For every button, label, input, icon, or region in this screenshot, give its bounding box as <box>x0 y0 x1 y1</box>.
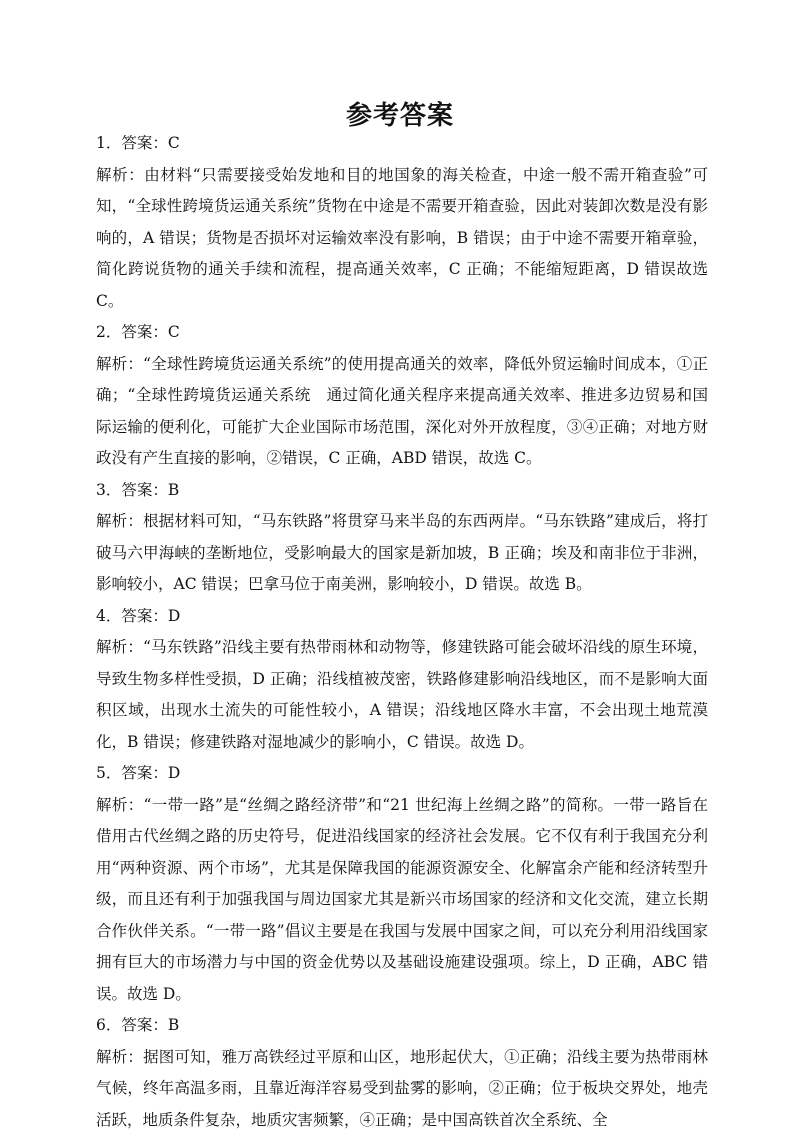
analysis-text: 解析：根据材料可知，“马东铁路”将贯穿马来半岛的东西两岸。“马东铁路”建成后，将打破马六甲海峡的垄断地位，受影响最大的国家是新加坡，B 正确；埃及和南非位于非洲，影响较小，AC 错误；巴拿马位于南美洲，影响较小，D 错误。故选 B。 <box>96 506 708 601</box>
analysis-text: 解析：“全球性跨境货运通关系统”的使用提高通关的效率，降低外贸运输时间成本，①正确；“全球性跨境货运通关系统 通过简化通关程序来提高通关效率、推进多边贸易和国际运输的便利化，可能扩大企业国际市场范围，深化对外开放程度，③④正确；对地方财政没有产生直接的影响，②错误，C 正确，ABD 错误，故选 C。 <box>96 349 708 475</box>
answer-line: 3．答案：B <box>96 475 708 507</box>
answer-line: 1．答案：C <box>96 128 708 160</box>
answer-line: 5．答案：D <box>96 758 708 790</box>
page-title: 参考答案 <box>0 96 800 136</box>
analysis-text: 解析：“马东铁路”沿线主要有热带雨林和动物等，修建铁路可能会破坏沿线的原生环境，导致生物多样性受损，D 正确；沿线植被茂密，铁路修建影响沿线地区，而不是影响大面积区域，出现水土流失的可能性较小，A 错误；沿线地区降水丰富，不会出现土地荒漠化，B 错误；修建铁路对湿地减少的影响小，C 错误。故选 D。 <box>96 632 708 758</box>
answer-line: 4．答案：D <box>96 601 708 633</box>
answer-item-6 <box>96 1010 708 1136</box>
answer-item-4 <box>96 601 708 759</box>
analysis-text: 解析：由材料“只需要接受始发地和目的地国象的海关检查，中途一般不需开箱查验”可知，“全球性跨境货运通关系统”货物在中途是不需要开箱查验，因此对装卸次数是没有影响的，A 错误；货物是否损坏对运输效率没有影响，B 错误；由于中途不需要开箱章验，简化跨说货物的通关手续和流程，提高通关效率，C 正确；不能缩短距离，D 错误故选 C。 <box>96 160 708 318</box>
answer-list <box>96 128 708 1136</box>
answer-item-3 <box>96 475 708 601</box>
answer-item-2 <box>96 317 708 475</box>
answer-line: 2．答案：C <box>96 317 708 349</box>
answer-item-5 <box>96 758 708 1010</box>
answer-line: 6．答案：B <box>96 1010 708 1042</box>
analysis-text: 解析：据图可知，雅万高铁经过平原和山区，地形起伏大，①正确；沿线主要为热带雨林气候，终年高温多雨，且靠近海洋容易受到盐雾的影响，②正确；位于板块交界处，地壳活跃，地质条件复杂，地质灾害频繁，④正确；是中国高铁首次全系统、全 <box>96 1042 708 1136</box>
analysis-text: 解析：“一带一路”是“丝绸之路经济带”和“21 世纪海上丝绸之路”的简称。一带一路旨在借用古代丝绸之路的历史符号，促进沿线国家的经济社会发展。它不仅有利于我国充分利用“两种资源、两个市场”，尤其是保障我国的能源资源安全、化解富余产能和经济转型升级，而且还有利于加强我国与周边国家尤其是新兴市场国家的经济和文化交流，建立长期合作伙伴关系。“一带一路”倡议主要是在我国与发展中国家之间，可以充分利用沿线国家拥有巨大的市场潜力与中国的资金优势以及基础设施建设强项。综上，D 正确，ABC 错误。故选 D。 <box>96 790 708 1011</box>
answer-item-1 <box>96 128 708 317</box>
